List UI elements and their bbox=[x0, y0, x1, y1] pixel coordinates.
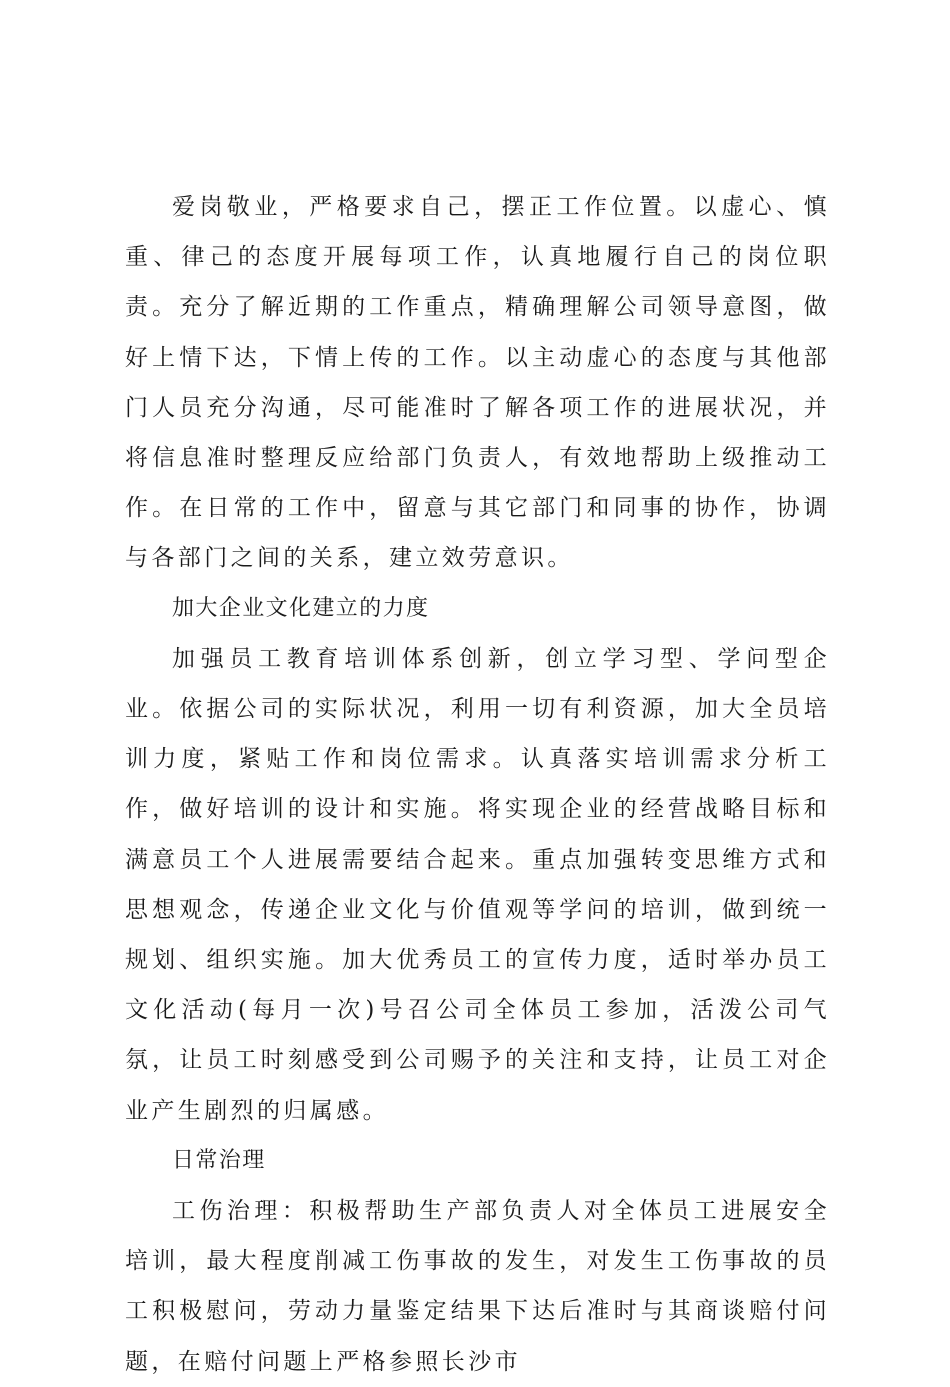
paragraph-training: 加强员工教育培训体系创新，创立学习型、学问型企业。依据公司的实际状况，利用一切有利资源，加大全员培训力度，紧贴工作和岗位需求。认真落实培训需求分析工作，做好培训的设计和实施。将实现企业的经营战略目标和满意员工个人进展需要结合起来。重点加强转变思维方式和思想观念，传递企业文化与价值观等学问的培训，做到统一规划、组织实施。加大优秀员工的宣传力度，适时举办员工文化活动(每月一次)号召公司全体员工参加，活泼公司气氛，让员工时刻感受到公司赐予的关注和支持，让员工对企业产生剧烈的归属感。 bbox=[125, 645, 830, 1124]
document-page bbox=[125, 182, 830, 1387]
section-heading-corporate-culture: 加大企业文化建立的力度 bbox=[172, 595, 430, 621]
paragraph-work-injury: 工伤治理：积极帮助生产部负责人对全体员工进展安全培训，最大程度削减工伤事故的发生，对发生工伤事故的员工积极慰问，劳动力量鉴定结果下达后准时与其商谈赔付问题，在赔付问题上严格参照长沙市 bbox=[125, 1198, 830, 1375]
paragraph-work-attitude: 爱岗敬业，严格要求自己，摆正工作位置。以虚心、慎重、律己的态度开展每项工作，认真地履行自己的岗位职责。充分了解近期的工作重点，精确理解公司领导意图，做好上情下达，下情上传的工作。以主动虚心的态度与其他部门人员充分沟通，尽可能准时了解各项工作的进展状况，并将信息准时整理反应给部门负责人，有效地帮助上级推动工作。在日常的工作中，留意与其它部门和同事的协作，协调与各部门之间的关系，建立效劳意识。 bbox=[125, 194, 830, 572]
section-heading-daily-management: 日常治理 bbox=[172, 1147, 266, 1173]
